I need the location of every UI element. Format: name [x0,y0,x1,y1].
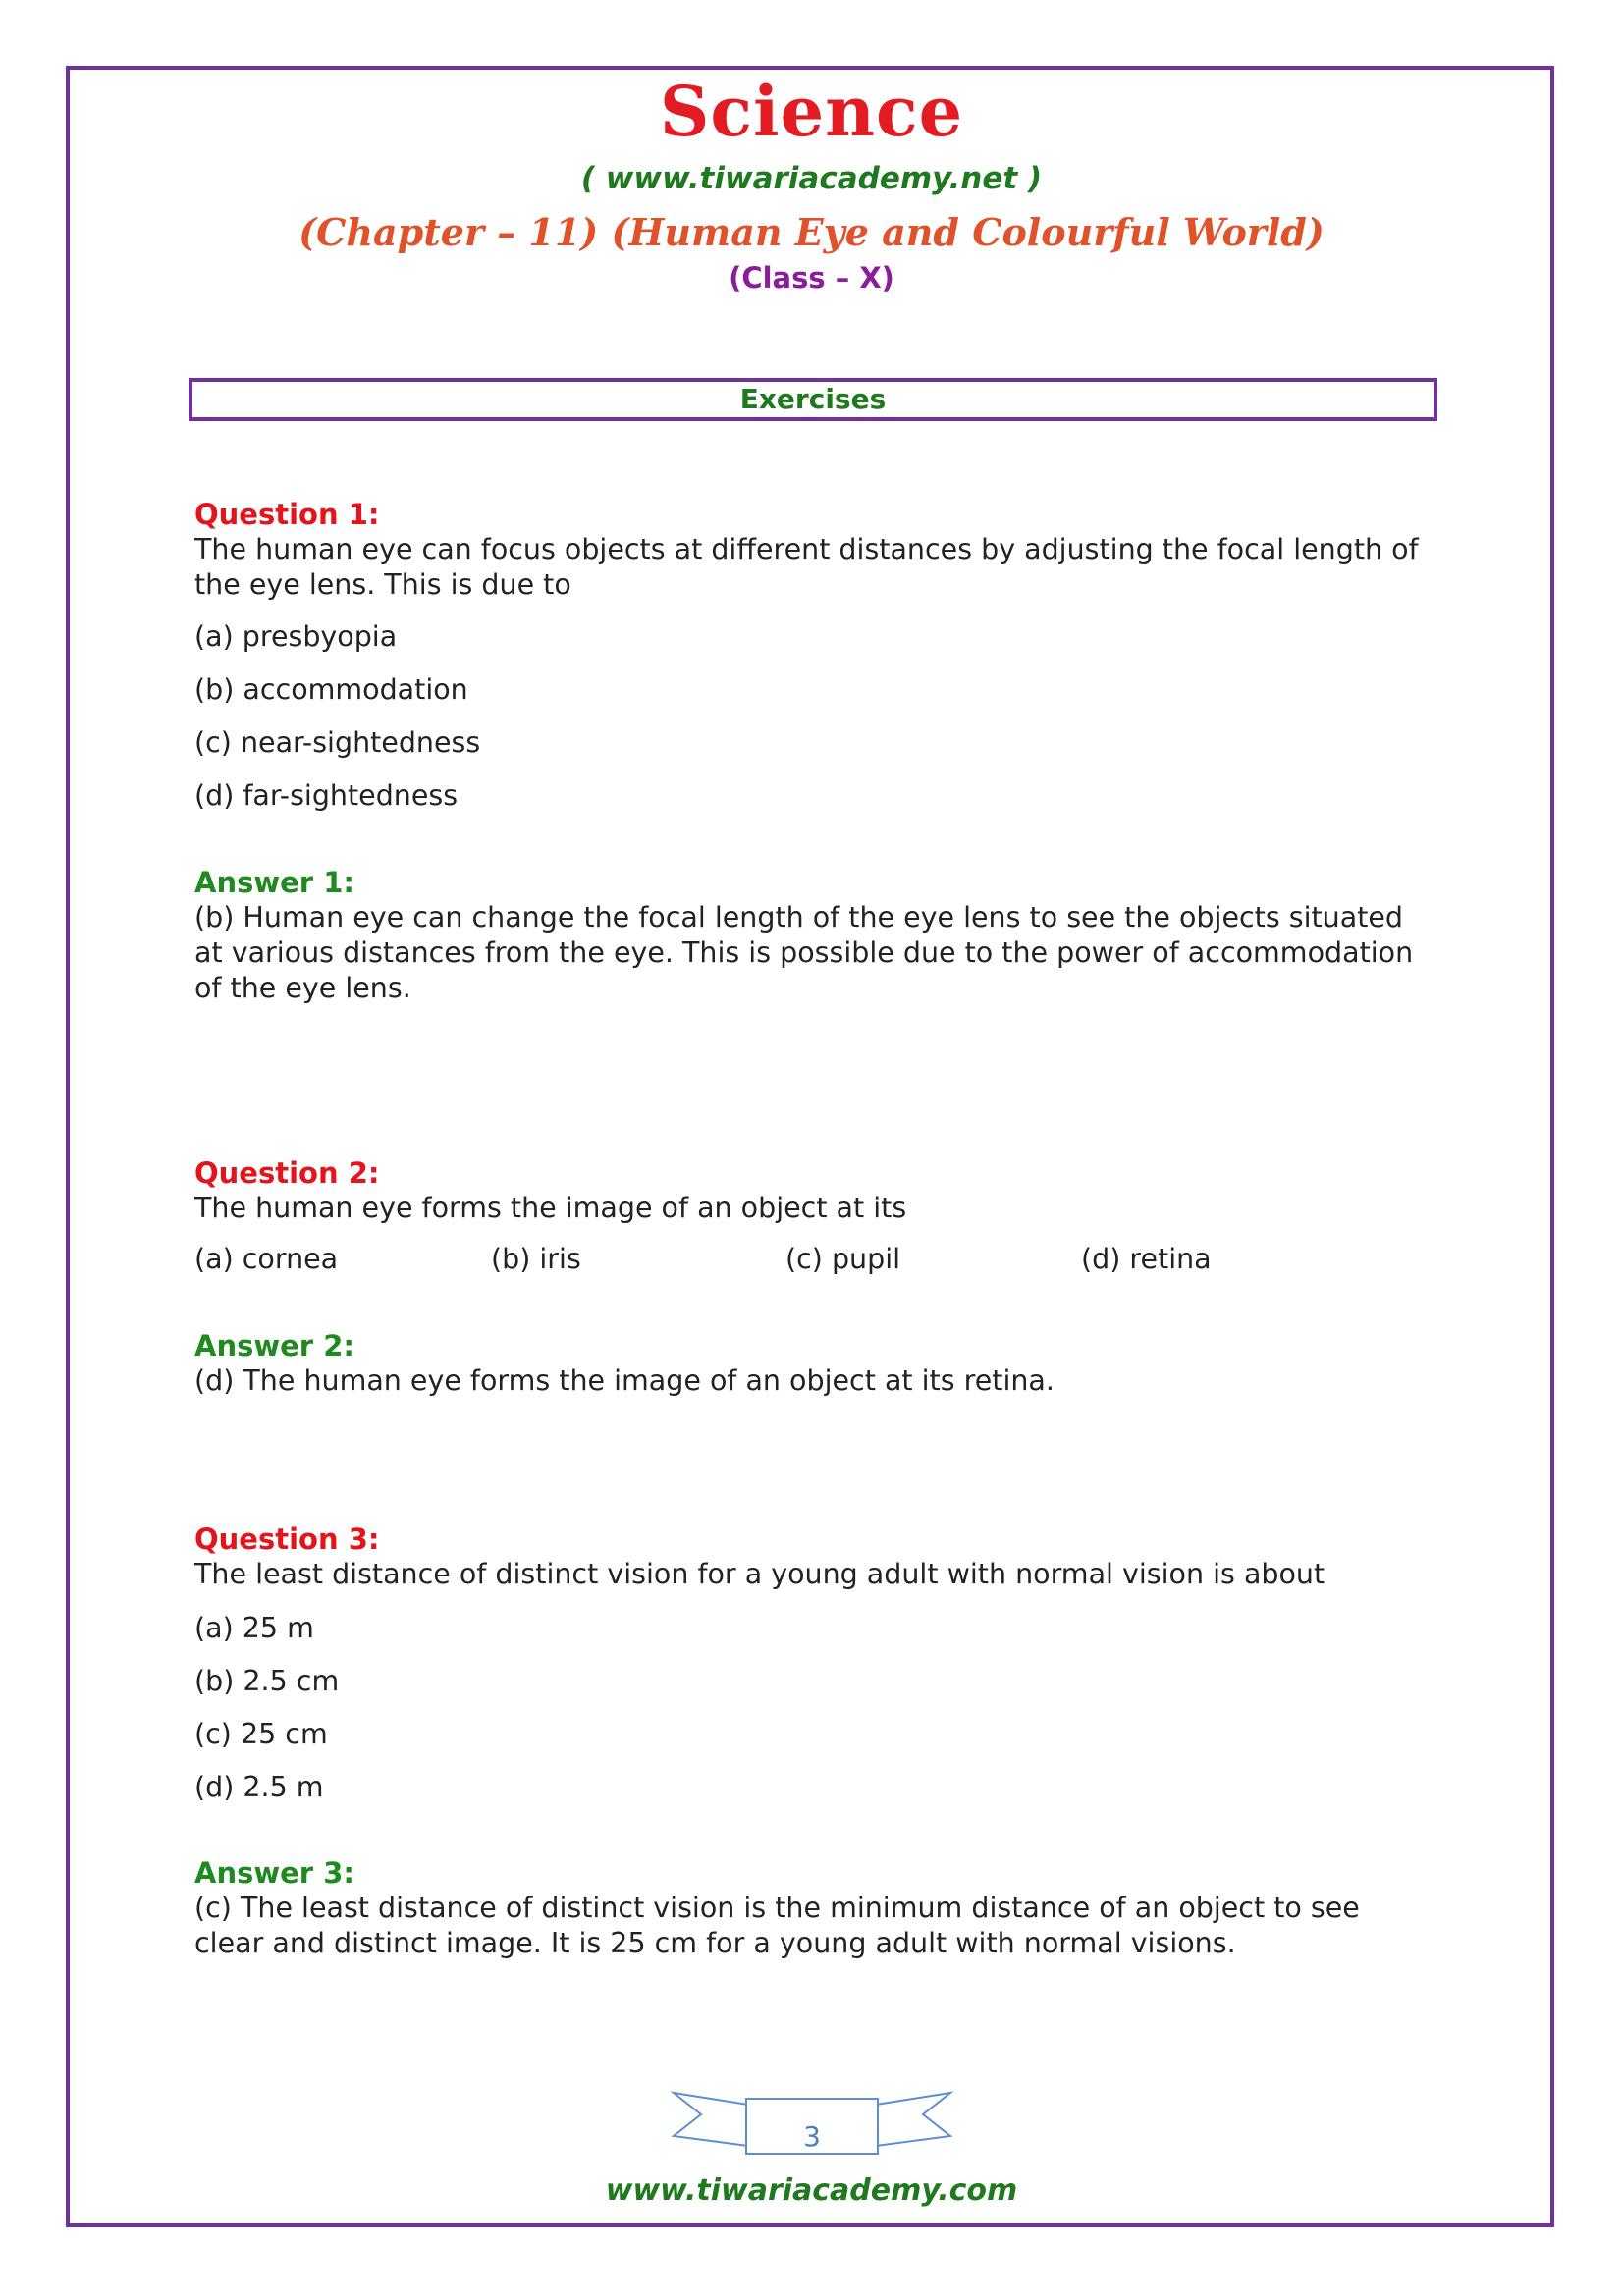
class-label: (Class – X) [729,261,894,294]
question-3-option-d: (d) 2.5 m [194,1771,324,1803]
answer-3-text: (c) The least distance of distinct vision is the minimum distance of an object to see clear and distinct image. It is 25 cm for a young adult with normal visions. [194,1892,1360,1959]
answer-2-text: (d) The human eye forms the image of an object at its retina. [194,1364,1055,1397]
question-1-text: The human eye can focus objects at different distances by adjusting the focal length of the eye lens. This is due to [194,533,1419,601]
page-number: 3 [803,2120,821,2153]
question-2-option-c: (c) pupil [785,1243,901,1275]
question-2 [194,1155,1432,1226]
chapter-heading: (Chapter – 11) (Human Eye and Colourful World) [298,210,1325,254]
question-3-option-b: (b) 2.5 cm [194,1665,340,1697]
answer-2-label: Answer 2: [194,1329,354,1362]
question-2-option-b: (b) iris [491,1243,581,1275]
footer-website: www.tiwariacademy.com [605,2173,1018,2208]
question-1-option-a: (a) presbyopia [194,620,398,653]
exercises-heading: Exercises [189,378,1437,421]
question-1-label: Question 1: [194,498,380,531]
question-2-option-a: (a) cornea [194,1243,339,1275]
question-3-text: The least distance of distinct vision for a young adult with normal vision is about [194,1558,1325,1590]
question-3-option-c: (c) 25 cm [194,1718,328,1750]
question-1 [194,497,1432,603]
question-3-label: Question 3: [194,1522,380,1556]
question-3-option-a: (a) 25 m [194,1612,314,1644]
question-2-label: Question 2: [194,1156,380,1190]
answer-2 [194,1328,1432,1399]
question-1-option-c: (c) near-sightedness [194,726,481,759]
question-2-text: The human eye forms the image of an object at its [194,1192,907,1224]
answer-1 [194,865,1432,1006]
page-title: Science [659,71,964,152]
question-2-option-d: (d) retina [1081,1243,1212,1275]
question-1-option-d: (d) far-sightedness [194,779,459,812]
question-3 [194,1522,1432,1592]
answer-3 [194,1855,1432,1961]
header-website: ( www.tiwariacademy.net ) [580,161,1043,196]
answer-3-label: Answer 3: [194,1856,354,1890]
question-1-option-b: (b) accommodation [194,673,468,706]
answer-1-text: (b) Human eye can change the focal length of the eye lens to see the objects situated at various distances from the eye. This is possible due to the power of accommodation of the eye lens. [194,901,1414,1004]
answer-1-label: Answer 1: [194,866,354,899]
